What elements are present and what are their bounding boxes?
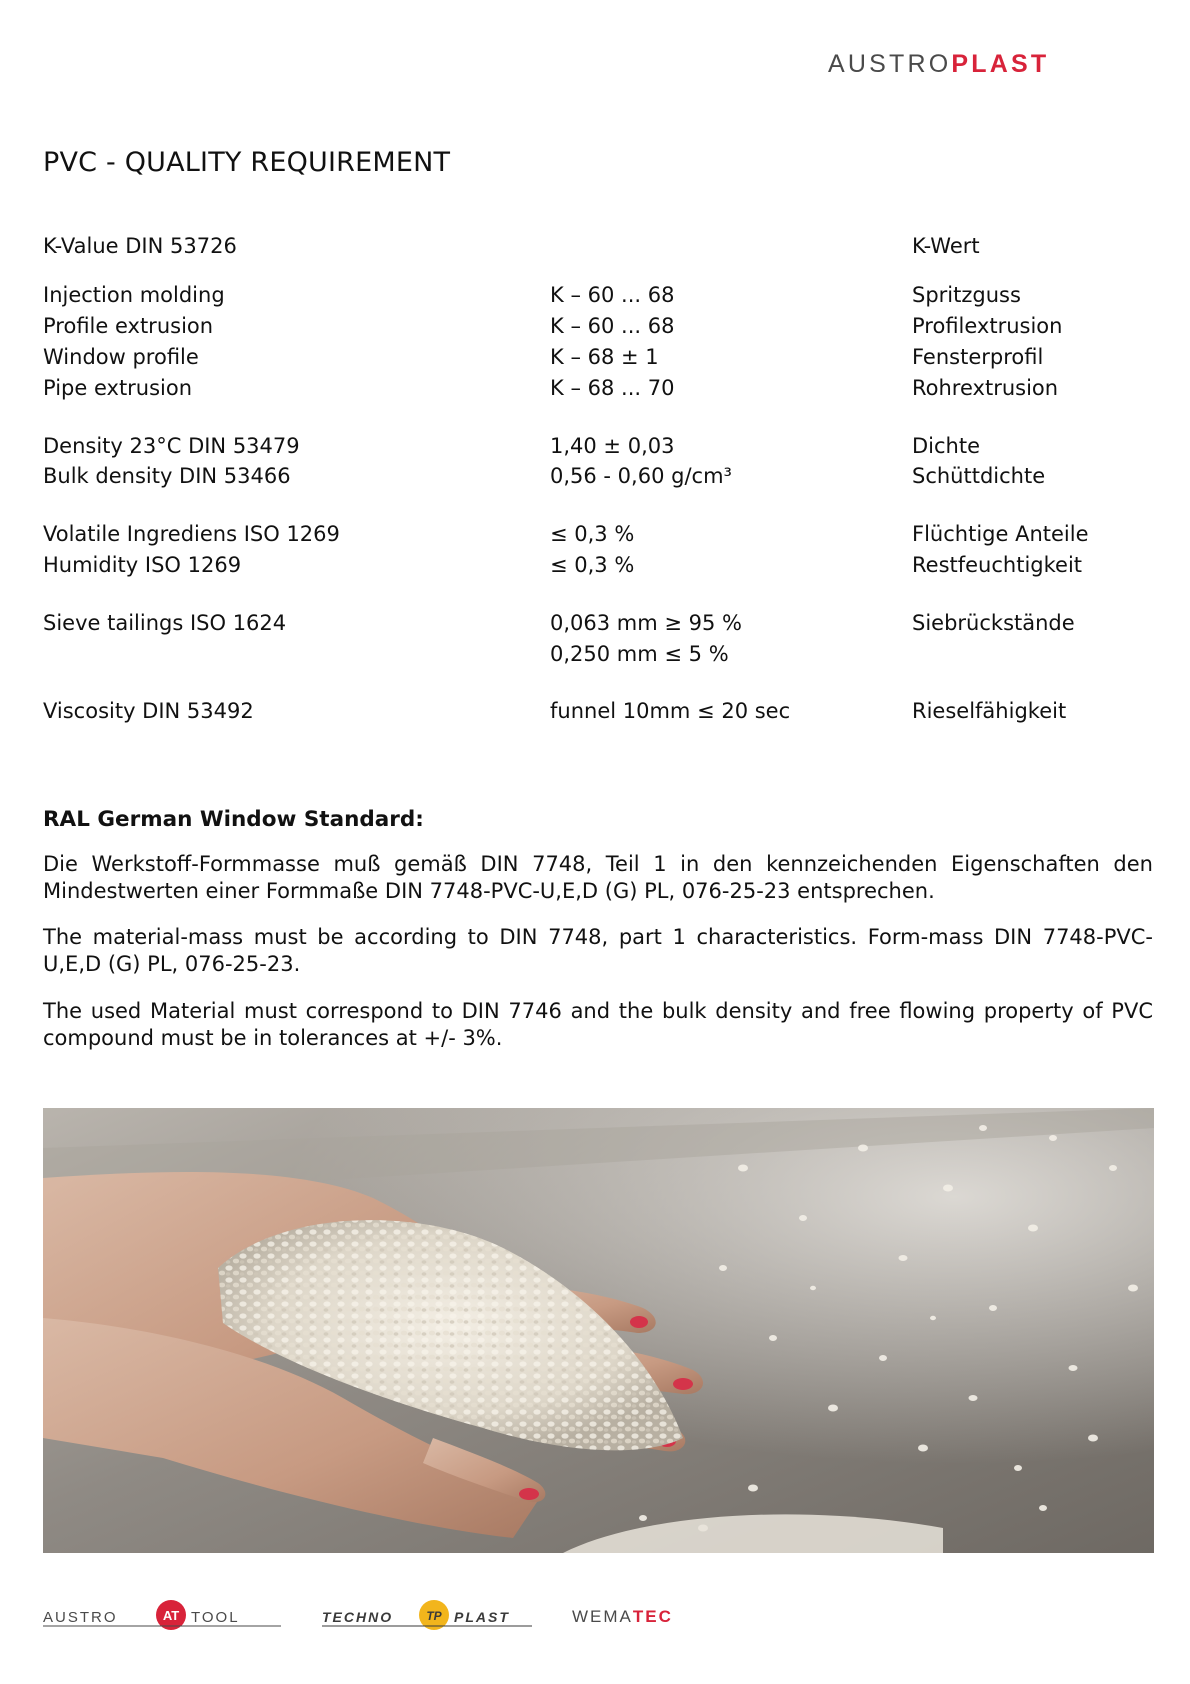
wematec-part2: TEC [632, 1607, 673, 1626]
spec-value: 0,250 mm ≤ 5 % [550, 642, 729, 666]
technoplast-right: PLAST [454, 1609, 510, 1625]
spec-value: K – 60 ... 68 [550, 283, 675, 307]
spec-label-de: Spritzguss [912, 283, 1021, 307]
spec-label-de: Profilextrusion [912, 314, 1063, 338]
spec-row [0, 345, 1190, 375]
spec-label-en: K-Value DIN 53726 [43, 234, 237, 258]
spec-row [0, 553, 1190, 583]
spec-label-de: Rieselfähigkeit [912, 699, 1067, 723]
spec-label-en: Bulk density DIN 53466 [43, 464, 291, 488]
spec-label-en: Profile extrusion [43, 314, 214, 338]
page-title: PVC - QUALITY REQUIREMENT [43, 147, 451, 178]
spec-label-de: Schüttdichte [912, 464, 1046, 488]
spec-label-de: K-Wert [912, 234, 980, 258]
austrotool-right: TOOL [191, 1609, 240, 1626]
austrotool-logo [43, 1595, 283, 1635]
austrotool-badge: AT [162, 1608, 180, 1623]
spec-label-de: Flüchtige Anteile [912, 522, 1089, 546]
spec-label-de: Siebrückstände [912, 611, 1075, 635]
technoplast-badge: TP [426, 1609, 442, 1623]
spec-value: ≤ 0,3 % [550, 522, 635, 546]
spec-value: 0,56 - 0,60 g/cm³ [550, 464, 732, 488]
spec-label-en: Humidity ISO 1269 [43, 553, 242, 577]
pvc-granules-illustration [43, 1108, 1154, 1553]
spec-label-de: Restfeuchtigkeit [912, 553, 1083, 577]
wematec-part1: WEMA [572, 1607, 633, 1626]
ral-paragraph-en-1: The material-mass must be according to DIN 7748, part 1 characteristics. Form-mass DIN 7748-PVC-U,E,D (G) PL, 076-25-23. [43, 925, 1153, 976]
spec-label-en: Pipe extrusion [43, 376, 193, 400]
spec-row [0, 642, 1190, 672]
spec-value: K – 68 ... 70 [550, 376, 675, 400]
svg-text:WEMATEC [572, 1607, 673, 1626]
technoplast-logo [322, 1595, 542, 1635]
spec-value: 0,063 mm ≥ 95 % [550, 611, 743, 635]
spec-label-en: Volatile Ingrediens ISO 1269 [43, 522, 340, 546]
spec-value: ≤ 0,3 % [550, 553, 635, 577]
spec-row [0, 522, 1190, 552]
technoplast-left: TECHNO [322, 1609, 394, 1625]
logo-part-austro: AUSTRO [828, 50, 952, 78]
spec-label-de: Fensterprofil [912, 345, 1044, 369]
spec-row [0, 314, 1190, 344]
spec-row [0, 611, 1190, 641]
spec-label-en: Density 23°C DIN 53479 [43, 434, 300, 458]
spec-value: K – 68 ± 1 [550, 345, 659, 369]
austrotool-left: AUSTRO [43, 1609, 118, 1626]
spec-label-en: Window profile [43, 345, 199, 369]
wematec-logo [572, 1595, 722, 1635]
spec-label-de: Rohrextrusion [912, 376, 1059, 400]
spec-row [0, 376, 1190, 406]
spec-row [0, 699, 1190, 729]
spec-row [0, 434, 1190, 464]
logo-part-plast: PLAST [951, 50, 1050, 78]
ral-heading: RAL German Window Standard: [43, 807, 424, 832]
spec-label-de: Dichte [912, 434, 981, 458]
spec-value: K – 60 ... 68 [550, 314, 675, 338]
spec-row [0, 283, 1190, 313]
spec-label-en: Injection molding [43, 283, 225, 307]
spec-label-en: Viscosity DIN 53492 [43, 699, 254, 723]
spec-label-en: Sieve tailings ISO 1624 [43, 611, 287, 635]
austroplast-logo [828, 50, 1049, 79]
ral-paragraph-de: Die Werkstoff-Formmasse muß gemäß DIN 7748, Teil 1 in den kennzeichenden Eigenschaften den Mindestwerten einer Formmaße DIN 7748-PVC-U,E,D (G) PL, 076-25-23 entsprechen. [43, 852, 1153, 903]
ral-paragraph-en-2: The used Material must correspond to DIN 7746 and the bulk density and free flowing property of PVC compound must be in tolerances at +/- 3%. [43, 999, 1153, 1050]
spec-row [0, 464, 1190, 494]
spec-value: funnel 10mm ≤ 20 sec [550, 699, 791, 723]
spec-row [0, 234, 1190, 264]
spec-value: 1,40 ± 0,03 [550, 434, 675, 458]
pvc-granules-photo [43, 1108, 1154, 1553]
